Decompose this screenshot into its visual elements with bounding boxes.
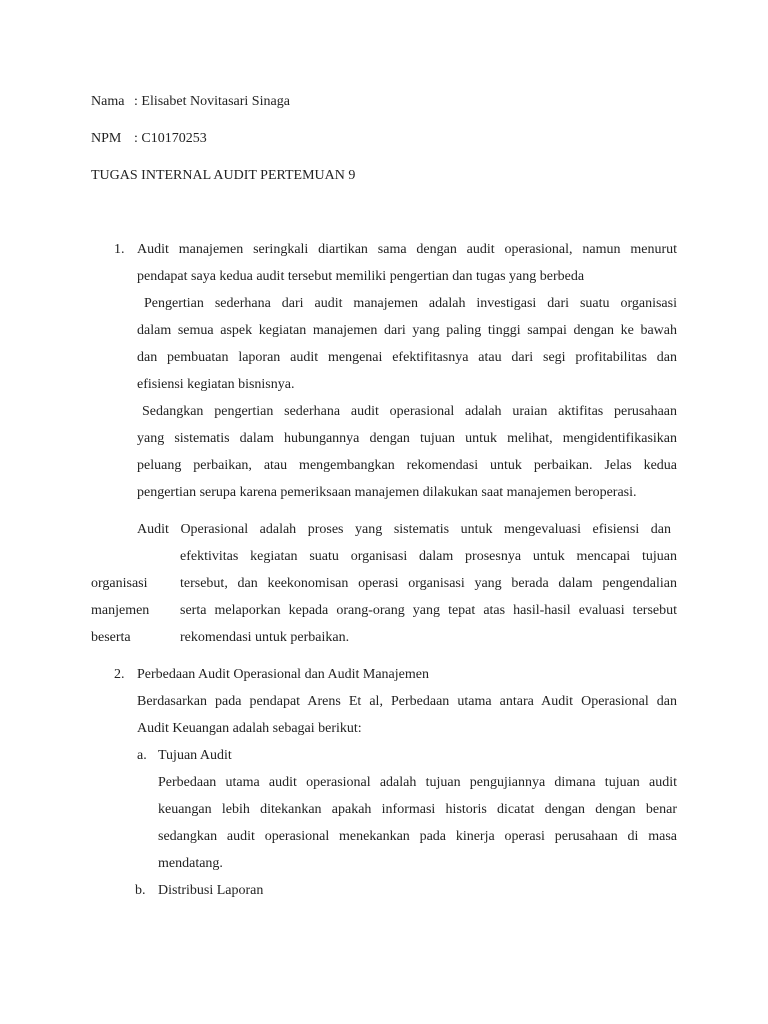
item1-line-12: efektivitas kegiatan suatu organisasi dalam prosesnya untuk mencapai tujuan: [180, 549, 677, 564]
assignment-title: TUGAS INTERNAL AUDIT PERTEMUAN 9: [91, 168, 356, 183]
item1-line-8: yang sistematis dalam hubungannya dengan tujuan untuk melihat, mengidentifikasikan: [137, 431, 677, 446]
sub-a-line-4: mendatang.: [158, 856, 223, 871]
name-value: : Elisabet Novitasari Sinaga: [134, 94, 290, 109]
sub-a-title: Tujuan Audit: [158, 748, 232, 763]
item1-line-7: Sedangkan pengertian sederhana audit operasional adalah uraian aktifitas perusahaan: [142, 404, 677, 419]
sub-a-line-3: sedangkan audit operasional menekankan pada kinerja operasi perusahaan di masa: [158, 829, 677, 844]
item1-line-3: Pengertian sederhana dari audit manajemen adalah investigasi dari suatu organisasi: [144, 296, 677, 311]
item2-heading: Perbedaan Audit Operasional dan Audit Manajemen: [137, 667, 429, 682]
name-label: Nama: [91, 94, 125, 109]
sub-a-line-1: Perbedaan utama audit operasional adalah tujuan pengujiannya dimana tujuan audit: [158, 775, 677, 790]
list-number-1: 1.: [114, 242, 125, 257]
sub-a-line-2: keuangan lebih ditekankan apakah informasi historis dicatat dengan dengan benar: [158, 802, 677, 817]
margin-word-manjemen: manjemen: [91, 603, 150, 618]
item1-line-13: tersebut, dan keekonomisan operasi organisasi yang berada dalam pengendalian: [180, 576, 677, 591]
margin-word-organisasi: organisasi: [91, 576, 148, 591]
item1-line-4: dalam semua aspek kegiatan manajemen dari yang paling tinggi sampai dengan ke bawah: [137, 323, 677, 338]
sub-b-title: Distribusi Laporan: [158, 883, 264, 898]
item2-intro-line-1: Berdasarkan pada pendapat Arens Et al, Perbedaan utama antara Audit Operasional dan: [137, 694, 677, 709]
sub-letter-b: b.: [135, 883, 146, 898]
margin-word-beserta: beserta: [91, 630, 131, 645]
item1-line-6: efisiensi kegiatan bisnisnya.: [137, 377, 295, 392]
sub-letter-a: a.: [137, 748, 147, 763]
item1-line-1: Audit manajemen seringkali diartikan sama dengan audit operasional, namun menurut: [137, 242, 677, 257]
item1-line-10: pengertian serupa karena pemeriksaan manajemen dilakukan saat manajemen beroperasi.: [137, 485, 637, 500]
npm-label: NPM: [91, 131, 122, 146]
item1-line-2: pendapat saya kedua audit tersebut memiliki pengertian dan tugas yang berbeda: [137, 269, 585, 284]
item1-line-9: peluang perbaikan, atau mengembangkan rekomendasi untuk perbaikan. Jelas kedua: [137, 458, 677, 473]
item1-line-15: rekomendasi untuk perbaikan.: [180, 630, 350, 645]
npm-value: : C10170253: [134, 131, 207, 146]
list-number-2: 2.: [114, 667, 125, 682]
item2-intro-line-2: Audit Keuangan adalah sebagai berikut:: [137, 721, 362, 736]
item1-line-11: Audit Operasional adalah proses yang sistematis untuk mengevaluasi efisiensi dan: [137, 522, 671, 537]
item1-line-14: serta melaporkan kepada orang-orang yang tepat atas hasil-hasil evaluasi tersebut: [180, 603, 677, 618]
item1-line-5: dan pembuatan laporan audit mengenai efektifitasnya atau dari segi profitabilitas dan: [137, 350, 677, 365]
